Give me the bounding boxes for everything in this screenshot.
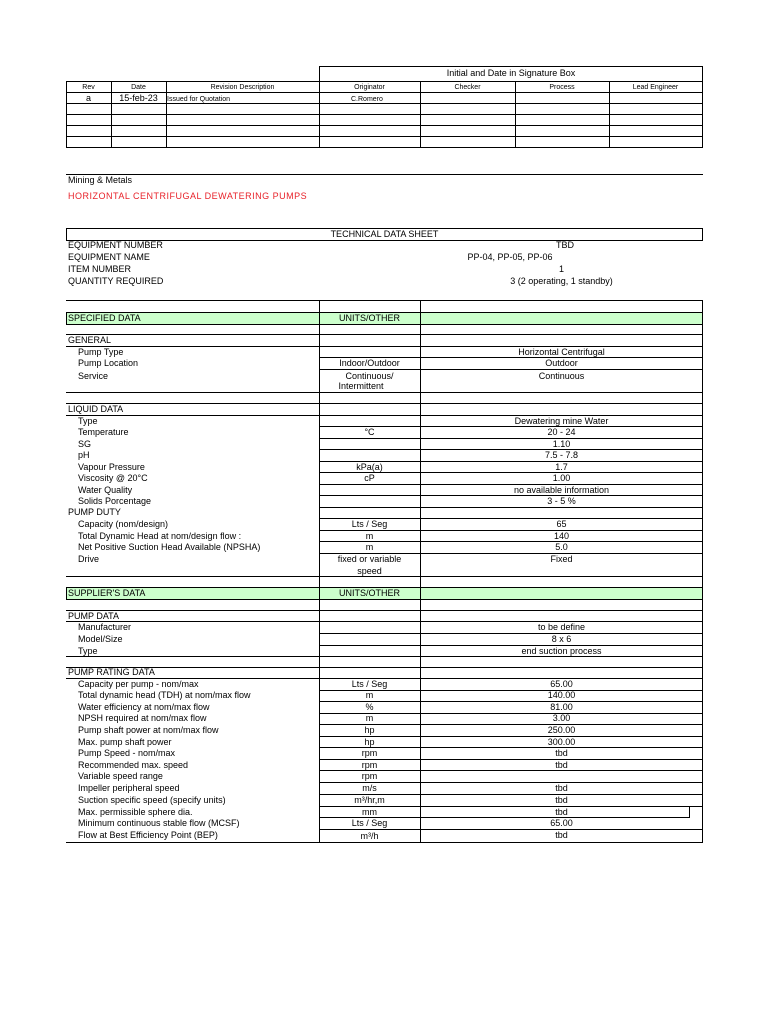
liquid-section-title: LIQUID DATA [68, 404, 124, 414]
row-label: Pump Location [78, 358, 139, 368]
revision-description-value: Issued for Quotation [167, 96, 231, 103]
row-label: Water Quality [78, 485, 133, 495]
row-value: tbd [555, 760, 568, 770]
row-value: 8 x 6 [551, 634, 572, 644]
equipment-name-value: PP-04, PP-05, PP-06 [467, 252, 553, 262]
row-value: end suction process [521, 646, 602, 656]
row-unit: rpm [361, 748, 378, 758]
row-value: 1.00 [552, 473, 571, 483]
originator-value: C.Romero [351, 96, 383, 103]
row-value: Continuous [538, 371, 585, 381]
row-unit-line2: Intermittent [338, 381, 384, 391]
row-label: Solids Porcentage [78, 496, 152, 506]
row-label: Type [78, 416, 98, 426]
business-unit: Mining & Metals [68, 175, 133, 185]
row-value: 3 - 5 % [547, 496, 576, 506]
row-value: Fixed [550, 554, 573, 564]
row-label: Temperature [78, 427, 129, 437]
row-label: Max. permissible sphere dia. [78, 807, 193, 817]
row-label: Drive [78, 554, 100, 564]
pump-rating-section-title: PUMP RATING DATA [68, 667, 155, 677]
checker-header: Checker [454, 84, 481, 91]
row-value: 5.0 [555, 542, 568, 552]
row-value: tbd [555, 783, 568, 793]
row-unit: m [365, 531, 374, 541]
row-value: 140 [553, 531, 570, 541]
row-label: Capacity per pump - nom/max [78, 679, 199, 689]
row-unit: Lts / Seg [351, 818, 388, 828]
row-value: tbd [555, 795, 568, 805]
row-value: 1.10 [552, 439, 571, 449]
equipment-number-label: EQUIPMENT NUMBER [68, 240, 163, 250]
pump-duty-section-title: PUMP DUTY [68, 507, 121, 517]
specified-units-heading: UNITS/OTHER [338, 313, 400, 323]
row-label: Suction specific speed (specify units) [78, 795, 226, 805]
row-value: Horizontal Centrifugal [518, 347, 605, 357]
row-unit: Lts / Seg [351, 519, 388, 529]
row-value: Dewatering mine Water [514, 416, 609, 426]
row-label: Viscosity @ 20°C [78, 473, 148, 483]
row-unit: Lts / Seg [351, 679, 388, 689]
equipment-number-value: TBD [556, 240, 574, 250]
specified-data-heading: SPECIFIED DATA [68, 313, 141, 323]
row-label: Service [78, 371, 109, 381]
row-unit: m [365, 690, 374, 700]
row-unit: kPa(a) [356, 462, 383, 472]
row-unit: rpm [361, 771, 378, 781]
row-label: Type [78, 646, 98, 656]
row-label: Net Positive Suction Head Available (NPSHA) [78, 542, 261, 552]
date-header: Date [131, 84, 146, 91]
row-unit: Continuous/ [345, 371, 394, 381]
row-label: Impeller peripheral speed [78, 783, 180, 793]
row-value: 250.00 [547, 725, 576, 735]
supplier-units-heading: UNITS/OTHER [338, 588, 400, 598]
row-label: SG [78, 439, 92, 449]
row-unit: m [365, 713, 374, 723]
row-unit: mm [362, 807, 377, 817]
row-label: Max. pump shaft power [78, 737, 172, 747]
row-value: 81.00 [550, 702, 573, 712]
row-value: 1.7 [555, 462, 568, 472]
row-unit: m [365, 542, 374, 552]
row-unit: cP [364, 473, 375, 483]
revision-description-header: Revision Description [210, 84, 275, 91]
row-label: NPSH required at nom/max flow [78, 713, 207, 723]
row-value: 65.00 [550, 818, 573, 828]
equipment-name-label: EQUIPMENT NAME [68, 252, 150, 262]
signature-box-title: Initial and Date in Signature Box [446, 68, 576, 78]
row-unit: hp [364, 737, 375, 747]
row-unit: m/s [362, 783, 377, 793]
row-unit: Indoor/Outdoor [339, 358, 400, 368]
row-value: tbd [555, 807, 568, 817]
document-title: HORIZONTAL CENTRIFUGAL DEWATERING PUMPS [68, 191, 308, 201]
row-unit: hp [364, 725, 375, 735]
row-value: tbd [555, 830, 568, 840]
row-label: Flow at Best Efficiency Point (BEP) [78, 830, 218, 840]
general-section-title: GENERAL [68, 335, 112, 345]
date-value: 15-feb-23 [119, 93, 158, 103]
row-value: 140.00 [547, 690, 576, 700]
row-value: no available information [513, 485, 610, 495]
quantity-required-value: 3 (2 operating, 1 standby) [510, 276, 613, 286]
sheet-title: TECHNICAL DATA SHEET [330, 229, 439, 239]
row-label: Pump shaft power at nom/max flow [78, 725, 219, 735]
row-label: Variable speed range [78, 771, 163, 781]
row-value: tbd [555, 748, 568, 758]
row-label: Manufacturer [78, 622, 132, 632]
row-label: pH [78, 450, 90, 460]
row-value: to be define [537, 622, 586, 632]
supplier-data-heading: SUPPLIER'S DATA [68, 588, 146, 598]
pump-data-section-title: PUMP DATA [68, 611, 120, 621]
row-label: Pump Type [78, 347, 124, 357]
row-value: 65.00 [550, 679, 573, 689]
row-value: Outdoor [545, 358, 578, 368]
originator-header: Originator [354, 84, 385, 91]
rev-header: Rev [82, 84, 95, 91]
row-label: Total dynamic head (TDH) at nom/max flow [78, 690, 251, 700]
row-unit: m³/hr,m [354, 795, 385, 805]
row-value: 3.00 [552, 713, 571, 723]
process-header: Process [549, 84, 575, 91]
quantity-required-label: QUANTITY REQUIRED [68, 276, 164, 286]
row-label: Model/Size [78, 634, 123, 644]
row-label: Vapour Pressure [78, 462, 145, 472]
row-unit: fixed or variable [337, 554, 402, 564]
row-label: Recommended max. speed [78, 760, 189, 770]
row-unit: % [365, 702, 374, 712]
row-label: Minimum continuous stable flow (MCSF) [78, 818, 240, 828]
row-value: 300.00 [547, 737, 576, 747]
row-unit-line2: speed [357, 566, 382, 576]
row-unit: m³/h [360, 831, 379, 841]
rev-value: a [85, 93, 91, 103]
row-value: 65 [556, 519, 567, 529]
item-number-label: ITEM NUMBER [68, 264, 131, 274]
row-label: Total Dynamic Head at nom/design flow : [78, 531, 242, 541]
item-number-value: 1 [558, 264, 564, 274]
row-label: Capacity (nom/design) [78, 519, 169, 529]
row-value: 20 - 24 [547, 427, 576, 437]
row-unit: °C [364, 427, 375, 437]
row-label: Pump Speed - nom/max [78, 748, 176, 758]
row-label: Water efficiency at nom/max flow [78, 702, 210, 712]
lead-engineer-header: Lead Engineer [632, 84, 679, 91]
row-unit: rpm [361, 760, 378, 770]
row-value: 7.5 - 7.8 [544, 450, 579, 460]
